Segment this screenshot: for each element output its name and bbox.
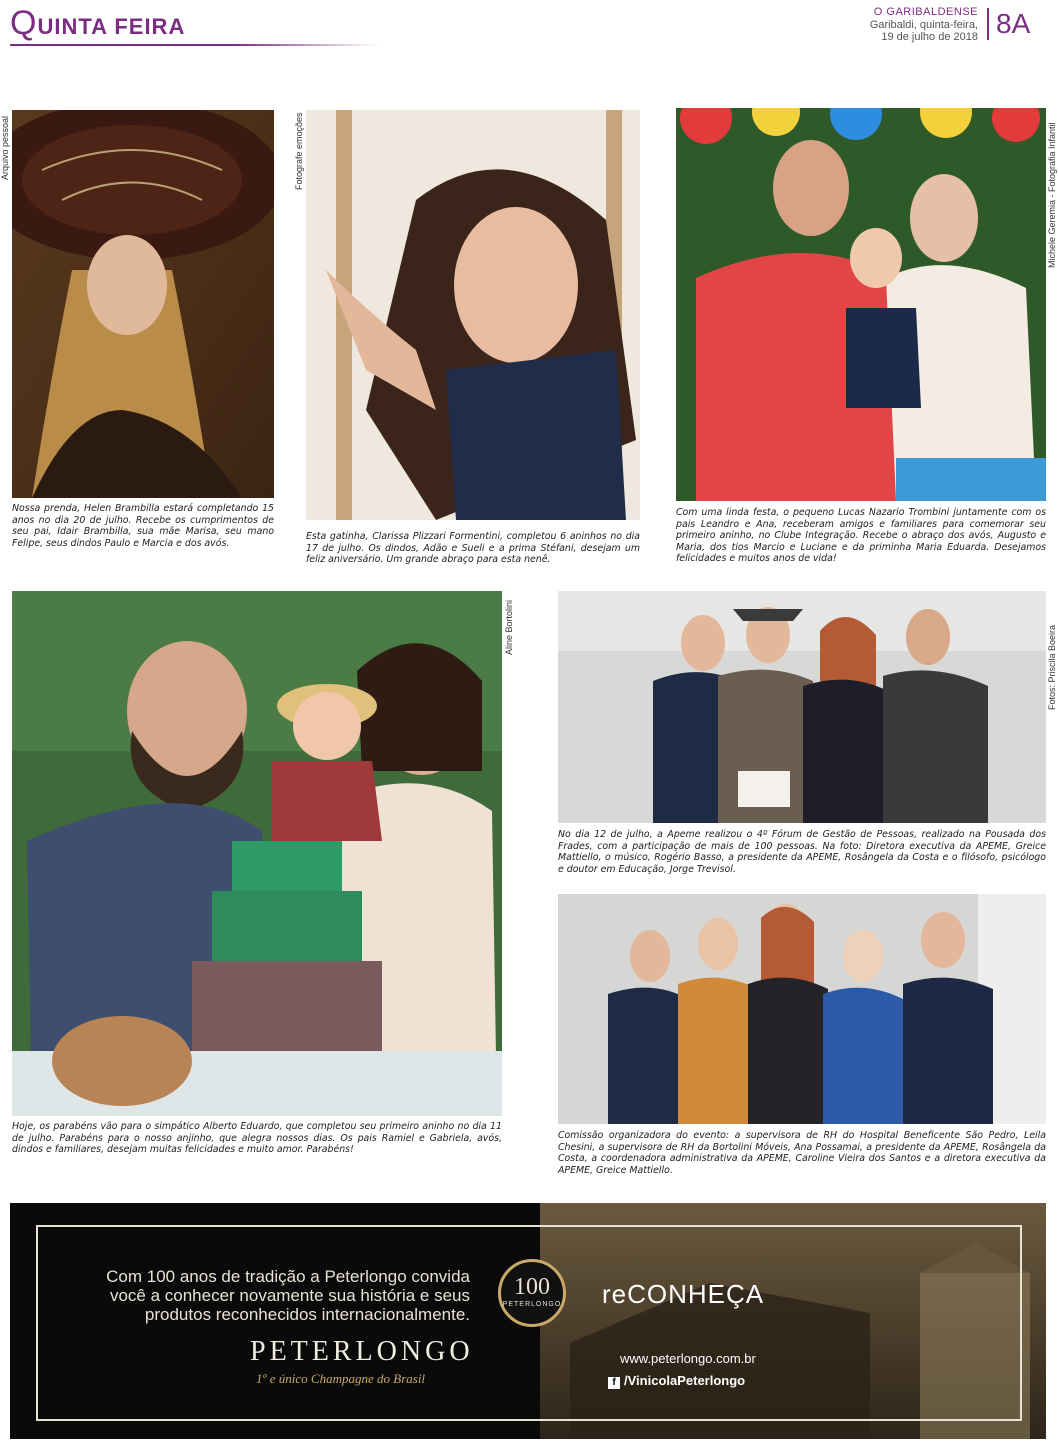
peterlongo-ad [10,1203,1046,1439]
seal-label: PETERLONGO [502,1301,562,1308]
photo-credit: Aline Bortolini [504,599,514,655]
page-number: 8A [996,8,1031,39]
caption-alberto: Hoje, os parabéns vão para o simpático Alberto Eduardo, que completou seu primeiro aninho no dia 11 de julho. Parabéns para o nosso anjinho, que alegra nossos dias. Os pais Ramiel e Gabriela, avós, dindos e familiares, desejam muitas felicidades e muito amor. Parabéns! [12,1121,502,1156]
section-title-initial: Q [10,4,38,42]
photo-clarissa [306,110,640,520]
section-title [10,6,185,40]
photo-lucas-trombini [676,108,1046,501]
centenary-seal [498,1259,566,1327]
photo-image [306,110,640,520]
photo-apeme-committee [558,894,1046,1124]
section-title-rest: UINTA FEIRA [37,14,186,39]
photo-image [676,108,1046,501]
ad-body-text: Com 100 anos de tradição a Peterlongo convida você a conhecer novamente sua história e seus produtos reconhecidos internacionalmente. [106,1267,470,1324]
header-divider [10,44,380,46]
edition-date-line1: Garibaldi, quinta-feira, [869,19,978,31]
brand-logo: PETERLONGO [250,1336,474,1367]
photo-image [558,894,1046,1124]
photo-image [12,591,502,1116]
edition-date [838,19,978,43]
photo-image [12,110,274,498]
photo-helen-brambilla [12,110,274,498]
newspaper-name: O GARIBALDENSE [873,6,978,18]
caption-apeme-committee: Comissão organizadora do evento: a supervisora de RH do Hospital Beneficente São Pedro, Leila Chesini, a supervisora de RH da Bortolini Móveis, Ana Possamai, a presidente da APEME, Rosângela da Costa, a coordenadora administrativa da APEME, Caroline Vieira dos Santos e a diretora executiva da APEME, Greice Mattiello. [558,1130,1046,1176]
seal-number: 100 [514,1274,550,1300]
photo-image [558,591,1046,823]
caption-clarissa: Esta gatinha, Clarissa Plizzari Formentini, completou 6 aninhos no dia 17 de julho. Os dindos, Adão e Sueli e a prima Stéfani, desejam um feliz aniversário. Um grande abraço para esta nenê. [306,531,640,566]
ad-headline: reCONHEÇA [602,1279,765,1309]
brand-tagline: 1º e único Champagne do Brasil [256,1371,426,1386]
facebook-icon: f [608,1377,620,1389]
photo-credit: Michele Geremia - Fotografia Infantil [1047,122,1057,268]
edition-date-line2: 19 de julho de 2018 [881,31,978,43]
caption-lucas: Com uma linda festa, o pequeno Lucas Nazario Trombini juntamente com os pais Leandro e Ana, receberam amigos e familiares para comemorar seu primeiro aninho, no Clube Integração. Recebe o abraço dos avós, Augusto e Maria, dos tios Marcio e Luciane e da priminha Maria Eduarda. Desejamos felicidades e muitos anos de vida! [676,507,1046,565]
photo-credit: Fotos: Priscila Boeira [1047,624,1057,710]
photo-credit: Arquivo pessoal [0,115,10,180]
caption-helen: Nossa prenda, Helen Brambilla estará completando 15 anos no dia 20 de julho. Recebe os cumprimentos de seu pai, Idair Brambilla, sua mãe Marisa, seu mano Felipe, seus dindos Paulo e Marcia e dos avós. [12,503,274,549]
caption-apeme-forum: No dia 12 de julho, a Apeme realizou o 4º Fórum de Gestão de Pessoas, realizado na Pousada dos Frades, com a participação de mais de 100 pessoas. Na foto: Diretora executiva da APEME, Greice Mattiello, o músico, Rogério Basso, a presidente da APEME, Rosângela da Costa e o filósofo, psicólogo e doutor em Educação, Jorge Trevisol. [558,829,1046,875]
page-number-divider [987,8,989,40]
photo-apeme-forum [558,591,1046,823]
ad-social-link[interactable] [608,1373,745,1389]
photo-alberto-eduardo [12,591,502,1116]
photo-credit: Fotografe emoções [294,112,304,190]
ad-social-handle: /VinicolaPeterlongo [624,1373,746,1388]
ad-website-link[interactable]: www.peterlongo.com.br [620,1351,756,1366]
